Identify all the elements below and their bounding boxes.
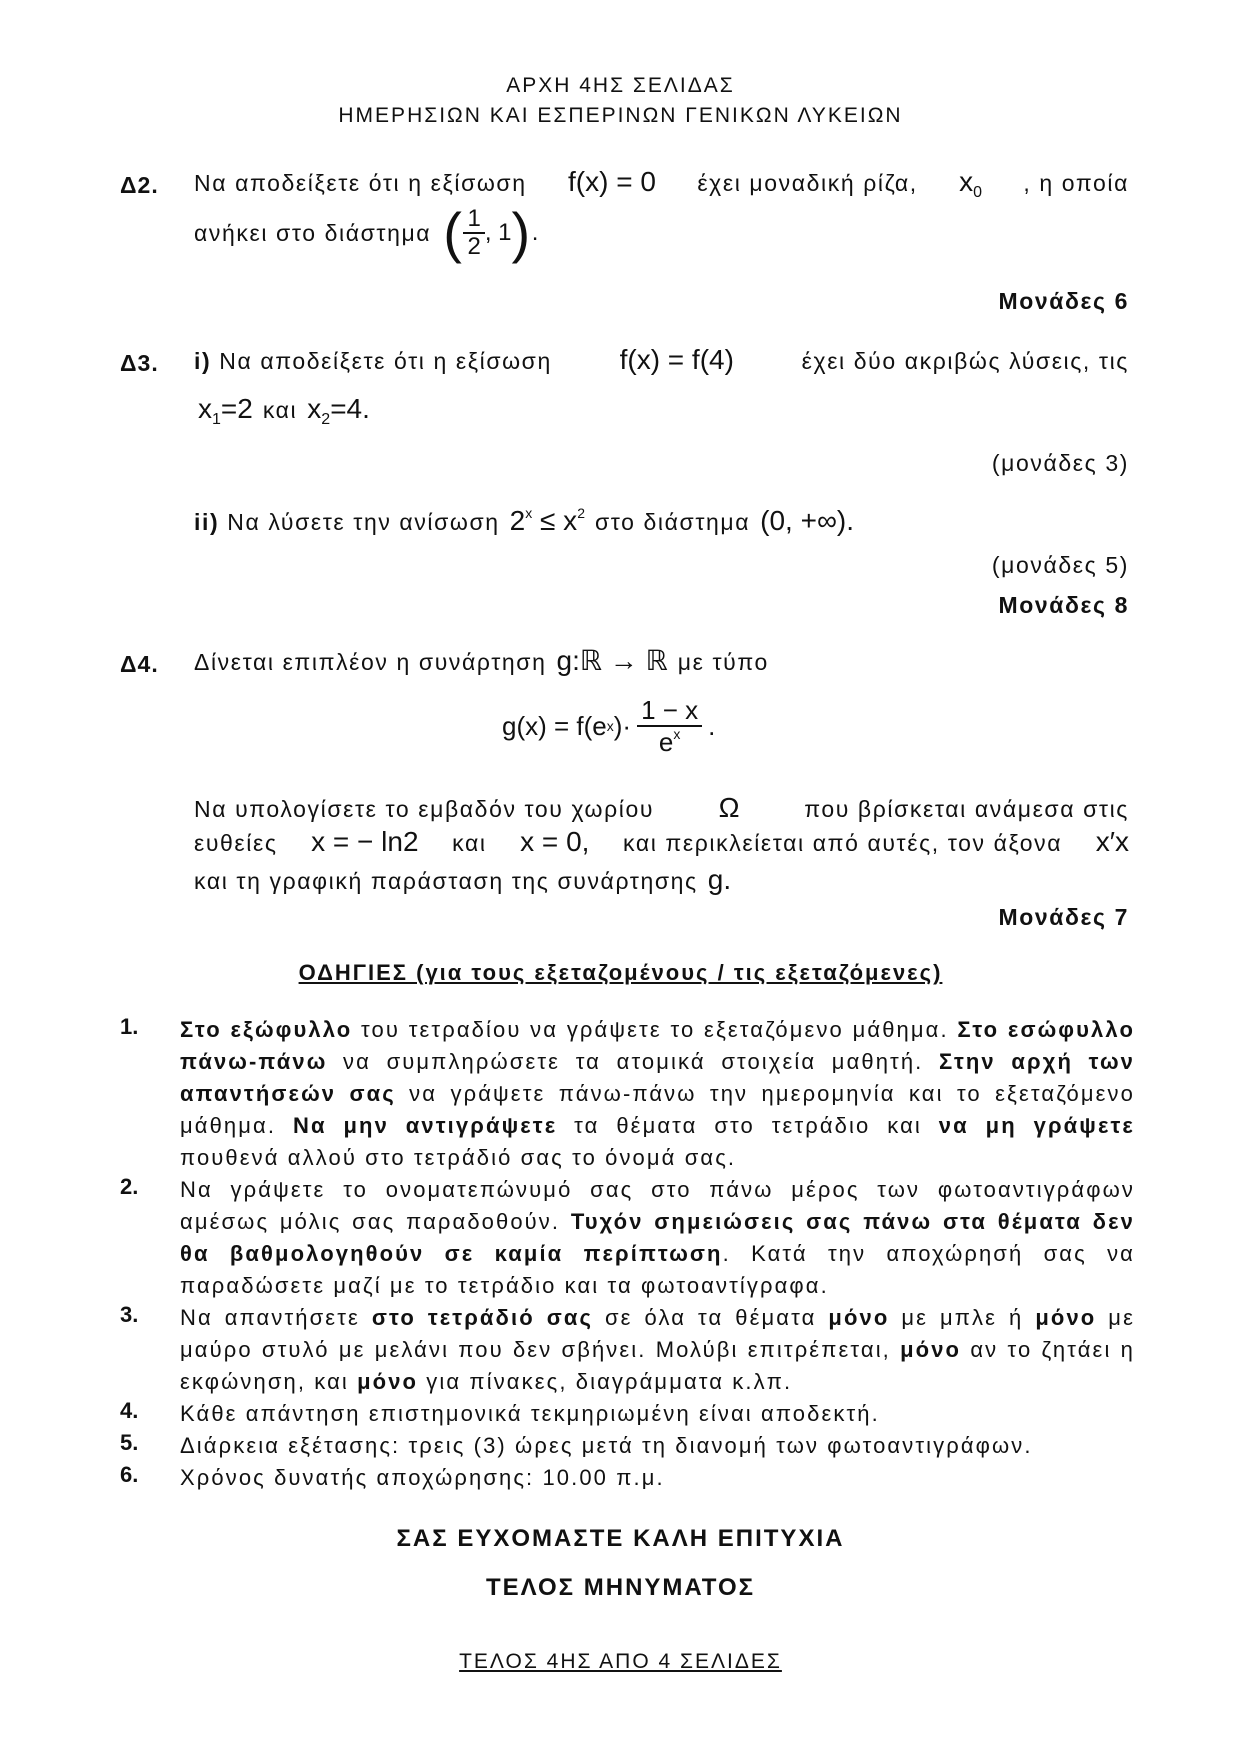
d3-ii-interval: (0, +∞). (760, 505, 855, 536)
d3-x1: $x_1=2$ (198, 393, 253, 428)
d4-points: Μονάδες 7 (998, 904, 1129, 930)
d3-x2: $x_2=4$. (307, 393, 370, 428)
d4-line-eq1: x = − ln2 (311, 826, 419, 857)
instruction-text: Να γράψετε το ονοματεπώνυμό σας στο πάνω μέρος των φωτοαντιγράφων αμέσως μόλις σας παραδοθούν. Τυχόν σημειώσεις σας πάνω στα θέματα δεν θα βαθμολογηθούν σε καμία περίπτωση. Κατά την αποχώρησή σας να παραδώσετε μαζί με το τετράδιο και τα φωτοαντίγραφα. (180, 1177, 1135, 1298)
d4-g: g. (707, 864, 732, 895)
d3-i-points: (μονάδες 3) (991, 450, 1129, 476)
instruction-text: Χρόνος δυνατής αποχώρησης: 10.00 π.μ. (180, 1465, 665, 1490)
d2-text-4: ανήκει στο διάστημα (194, 219, 432, 246)
d3-i-label: i) (194, 348, 212, 374)
d2-line2: ανήκει στο διάστημα ( $\frac{1}{2}$ , 1 ) . (194, 201, 539, 264)
d2-text-1: Να αποδείξετε ότι η εξίσωση (194, 170, 527, 196)
closing-wish: ΣΑΣ ΕΥΧΟΜΑΣΤΕ ΚΑΛΗ ΕΠΙΤΥΧΙΑ (396, 1525, 845, 1552)
d2-equation: f(x) = 0 (568, 166, 656, 197)
d2-text-2: έχει μοναδική ρίζα, (697, 170, 918, 196)
d2-root: $x_0$ (959, 166, 983, 201)
d2-fraction: $\frac{1}{2}$ (463, 206, 484, 261)
d4-line-eq2: x = 0, (520, 826, 590, 857)
d3-i-text-2: έχει δύο ακριβώς λύσεις, τις (801, 348, 1129, 374)
d2-points: Μονάδες 6 (998, 288, 1129, 314)
page-footer: ΤΕΛΟΣ 4ΗΣ ΑΠΟ 4 ΣΕΛΙΔΕΣ (459, 1650, 782, 1673)
instruction-number: 2. (120, 1174, 139, 1199)
d4-para-line3: και τη γραφική παράσταση της συνάρτησης g. (194, 864, 732, 895)
d4-map: g:ℝ → ℝ (556, 645, 668, 676)
instruction-text: Να απαντήσετε στο τετράδιό σας σε όλα τα θέματα μόνο με μπλε ή μόνο με μαύρο στυλό με μελάνι που δεν σβήνει. Μολύβι επιτρέπεται, μόνο αν το ζητάει η εκφώνηση, και μόνο για πίνακες, διαγράμματα κ.λπ. (180, 1305, 1135, 1394)
instruction-number: 1. (120, 1014, 139, 1039)
instruction-text: Στο εξώφυλλο του τετραδίου να γράψετε το εξεταζόμενο μάθημα. Στο εσώφυλλο πάνω-πάνω να συμπληρώσετε τα ατομικά στοιχεία μαθητή. Στην αρχή των απαντήσεών σας να γράψετε πάνω-πάνω την ημερομηνία και το εξεταζόμενο μάθημα. Να μην αντιγράψετε τα θέματα στο τετράδιο και να μη γράψετε πουθενά αλλού στο τετράδιό σας το όνομά σας. (180, 1017, 1136, 1170)
d2-interval-tail: , 1 (484, 219, 512, 246)
instructions-title: ΟΔΗΓΙΕΣ (για τους εξεταζομένους / τις εξεταζόμενες) (298, 960, 943, 985)
question-number-d3: Δ3. (120, 350, 159, 376)
d3-ii-points: (μονάδες 5) (991, 552, 1129, 578)
d3-i-equation: f(x) = f(4) (619, 344, 734, 375)
d3-ii-label: ii) (194, 509, 220, 535)
closing-end: ΤΕΛΟΣ ΜΗΝΥΜΑΤΟΣ (485, 1574, 756, 1601)
instruction-number: 5. (120, 1430, 139, 1455)
instruction-text: Κάθε απάντηση επιστημονικά τεκμηριωμένη είναι αποδεκτή. (180, 1401, 880, 1426)
d2-line1 (194, 166, 1129, 202)
page-header-line1: ΑΡΧΗ 4ΗΣ ΣΕΛΙΔΑΣ (506, 74, 735, 97)
d3-points: Μονάδες 8 (998, 592, 1129, 618)
d3-i-line1: i) Να αποδείξετε ότι η εξίσωση f(x) = f(4) έχει δύο ακριβώς λύσεις, τις (194, 344, 1129, 375)
d4-para-line2: ευθείες x = − ln2 και x = 0, και περικλείεται από αυτές, τον άξονα x′x (194, 826, 1129, 857)
instruction-number: 4. (120, 1398, 139, 1423)
d4-formula-fraction: $\frac{1 - x}{e^x}$ (637, 696, 702, 756)
d2-text-3: , η οποία (1023, 170, 1129, 196)
d4-para-line1: Να υπολογίσετε το εμβαδόν του χωρίου Ω που βρίσκεται ανάμεσα στις (194, 792, 1129, 823)
question-number-d4: Δ4. (120, 651, 159, 677)
page-header-line2: ΗΜΕΡΗΣΙΩΝ ΚΑΙ ΕΣΠΕΡΙΝΩΝ ΓΕΝΙΚΩΝ ΛΥΚΕΙΩΝ (338, 104, 903, 127)
instruction-number: 6. (120, 1462, 139, 1487)
instruction-text: Διάρκεια εξέτασης: τρεις (3) ώρες μετά τη διανομή των φωτοαντιγράφων. (180, 1433, 1033, 1458)
d4-line1: Δίνεται επιπλέον η συνάρτηση g:ℝ → ℝ με τύπο (194, 645, 769, 676)
instruction-number: 3. (120, 1302, 139, 1327)
d3-ii-line: ii) Να λύσετε την ανίσωση $2^x \le x^2$ στο διάστημα (0, +∞). (194, 505, 855, 536)
d4-formula: g(x) = f(e x )· $\frac{1 - x}{e^x}$ . (502, 695, 716, 757)
d3-ii-inequality: $2^x \le x^2$ (509, 505, 585, 536)
d4-omega: Ω (718, 792, 740, 823)
d3-i-line2: $x_1=2$ και $x_2=4$. (198, 393, 370, 428)
question-number-d2: Δ2. (120, 172, 159, 198)
d4-axis: x′x (1095, 826, 1129, 857)
